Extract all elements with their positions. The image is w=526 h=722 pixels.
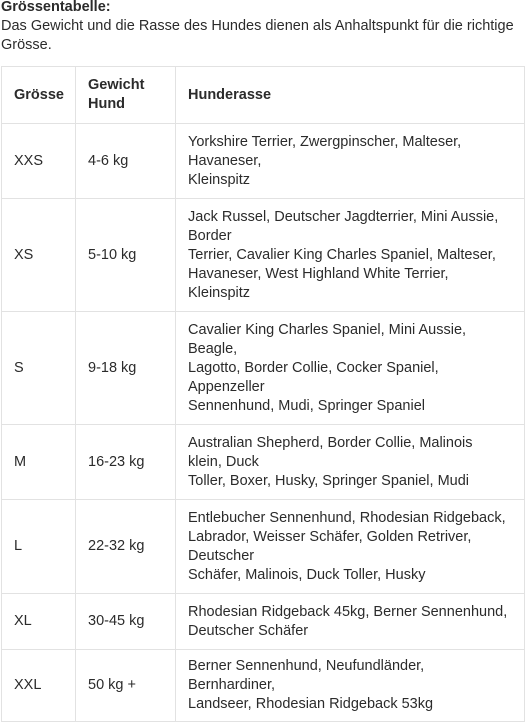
cell-weight: 5-10 kg xyxy=(76,199,176,312)
header-size: Grösse xyxy=(2,67,76,124)
cell-weight: 30-45 kg xyxy=(76,594,176,650)
cell-breed xyxy=(176,312,525,425)
cell-weight: 4-6 kg xyxy=(76,124,176,199)
breed-line: Lagotto, Border Collie, Cocker Spaniel, xyxy=(188,359,439,376)
intro-text: Das Gewicht und die Rasse des Hundes dienen als Anhaltspunkt für die richtige Grösse. xyxy=(1,18,514,53)
cell-weight: 50 kg + xyxy=(76,650,176,722)
breed-line: Kleinspitz xyxy=(188,171,251,188)
table-row xyxy=(2,650,525,722)
breed-line: Entlebucher Sennenhund, Rhodesian Ridgeback, xyxy=(188,509,506,526)
cell-size: M xyxy=(2,425,76,500)
cell-size: XL xyxy=(2,594,76,650)
table-row xyxy=(2,500,525,594)
breed-line: Berner Sennenhund, Neufundländer, xyxy=(188,658,425,674)
cell-size: L xyxy=(2,500,76,594)
cell-breed xyxy=(176,650,525,722)
cell-breed xyxy=(176,199,525,312)
breed-line: Bernhardiner, xyxy=(188,677,276,693)
breed-line: Jack Russel, Deutscher Jagdterrier, Mini Aussie, xyxy=(188,208,499,225)
breed-line: Sennenhund, Mudi, Springer Spaniel xyxy=(188,397,425,414)
breed-line: Deutscher xyxy=(188,547,255,564)
table-row xyxy=(2,199,525,312)
cell-weight: 9-18 kg xyxy=(76,312,176,425)
cell-weight: 22-32 kg xyxy=(76,500,176,594)
cell-breed xyxy=(176,425,525,500)
cell-size: XXS xyxy=(2,124,76,199)
table-row xyxy=(2,594,525,650)
page-title: Grössentabelle: xyxy=(1,0,111,15)
header-weight xyxy=(76,67,176,124)
header-weight-line: Gewicht xyxy=(88,77,145,93)
breed-line: Australian Shepherd, Border Collie, Malinois xyxy=(188,434,473,451)
cell-size: S xyxy=(2,312,76,425)
breed-line: Appenzeller xyxy=(188,378,265,395)
breed-line: Cavalier King Charles Spaniel, Mini Aussie, xyxy=(188,321,467,338)
cell-breed xyxy=(176,124,525,199)
breed-line: Havaneser, xyxy=(188,152,262,169)
header-breed: Hunderasse xyxy=(176,67,525,124)
breed-line: Kleinspitz xyxy=(188,284,251,301)
table-row xyxy=(2,425,525,500)
table-row xyxy=(2,124,525,199)
table-row xyxy=(2,312,525,425)
table-header-row xyxy=(2,67,525,124)
breed-line: Border xyxy=(188,227,232,244)
breed-line: Yorkshire Terrier, Zwergpinscher, Malteser, xyxy=(188,133,462,150)
breed-line: Deutscher Schäfer xyxy=(188,622,309,639)
breed-line: Havaneser, West Highland White Terrier, xyxy=(188,265,449,282)
breed-line: Beagle, xyxy=(188,340,238,357)
breed-line: klein, Duck xyxy=(188,453,259,470)
breed-line: Landseer, Rhodesian Ridgeback 53kg xyxy=(188,696,434,712)
size-table xyxy=(1,66,525,722)
cell-size: XS xyxy=(2,199,76,312)
cell-breed xyxy=(176,594,525,650)
breed-line: Terrier, Cavalier King Charles Spaniel, Malteser, xyxy=(188,246,496,263)
cell-weight: 16-23 kg xyxy=(76,425,176,500)
breed-line: Schäfer, Malinois, Duck Toller, Husky xyxy=(188,566,426,583)
header-weight-line: Hund xyxy=(88,96,126,112)
cell-size: XXL xyxy=(2,650,76,722)
breed-line: Toller, Boxer, Husky, Springer Spaniel, Mudi xyxy=(188,472,470,489)
breed-line: Labrador, Weisser Schäfer, Golden Retriver, xyxy=(188,528,472,545)
breed-line: Rhodesian Ridgeback 45kg, Berner Sennenhund, xyxy=(188,603,508,620)
cell-breed xyxy=(176,500,525,594)
